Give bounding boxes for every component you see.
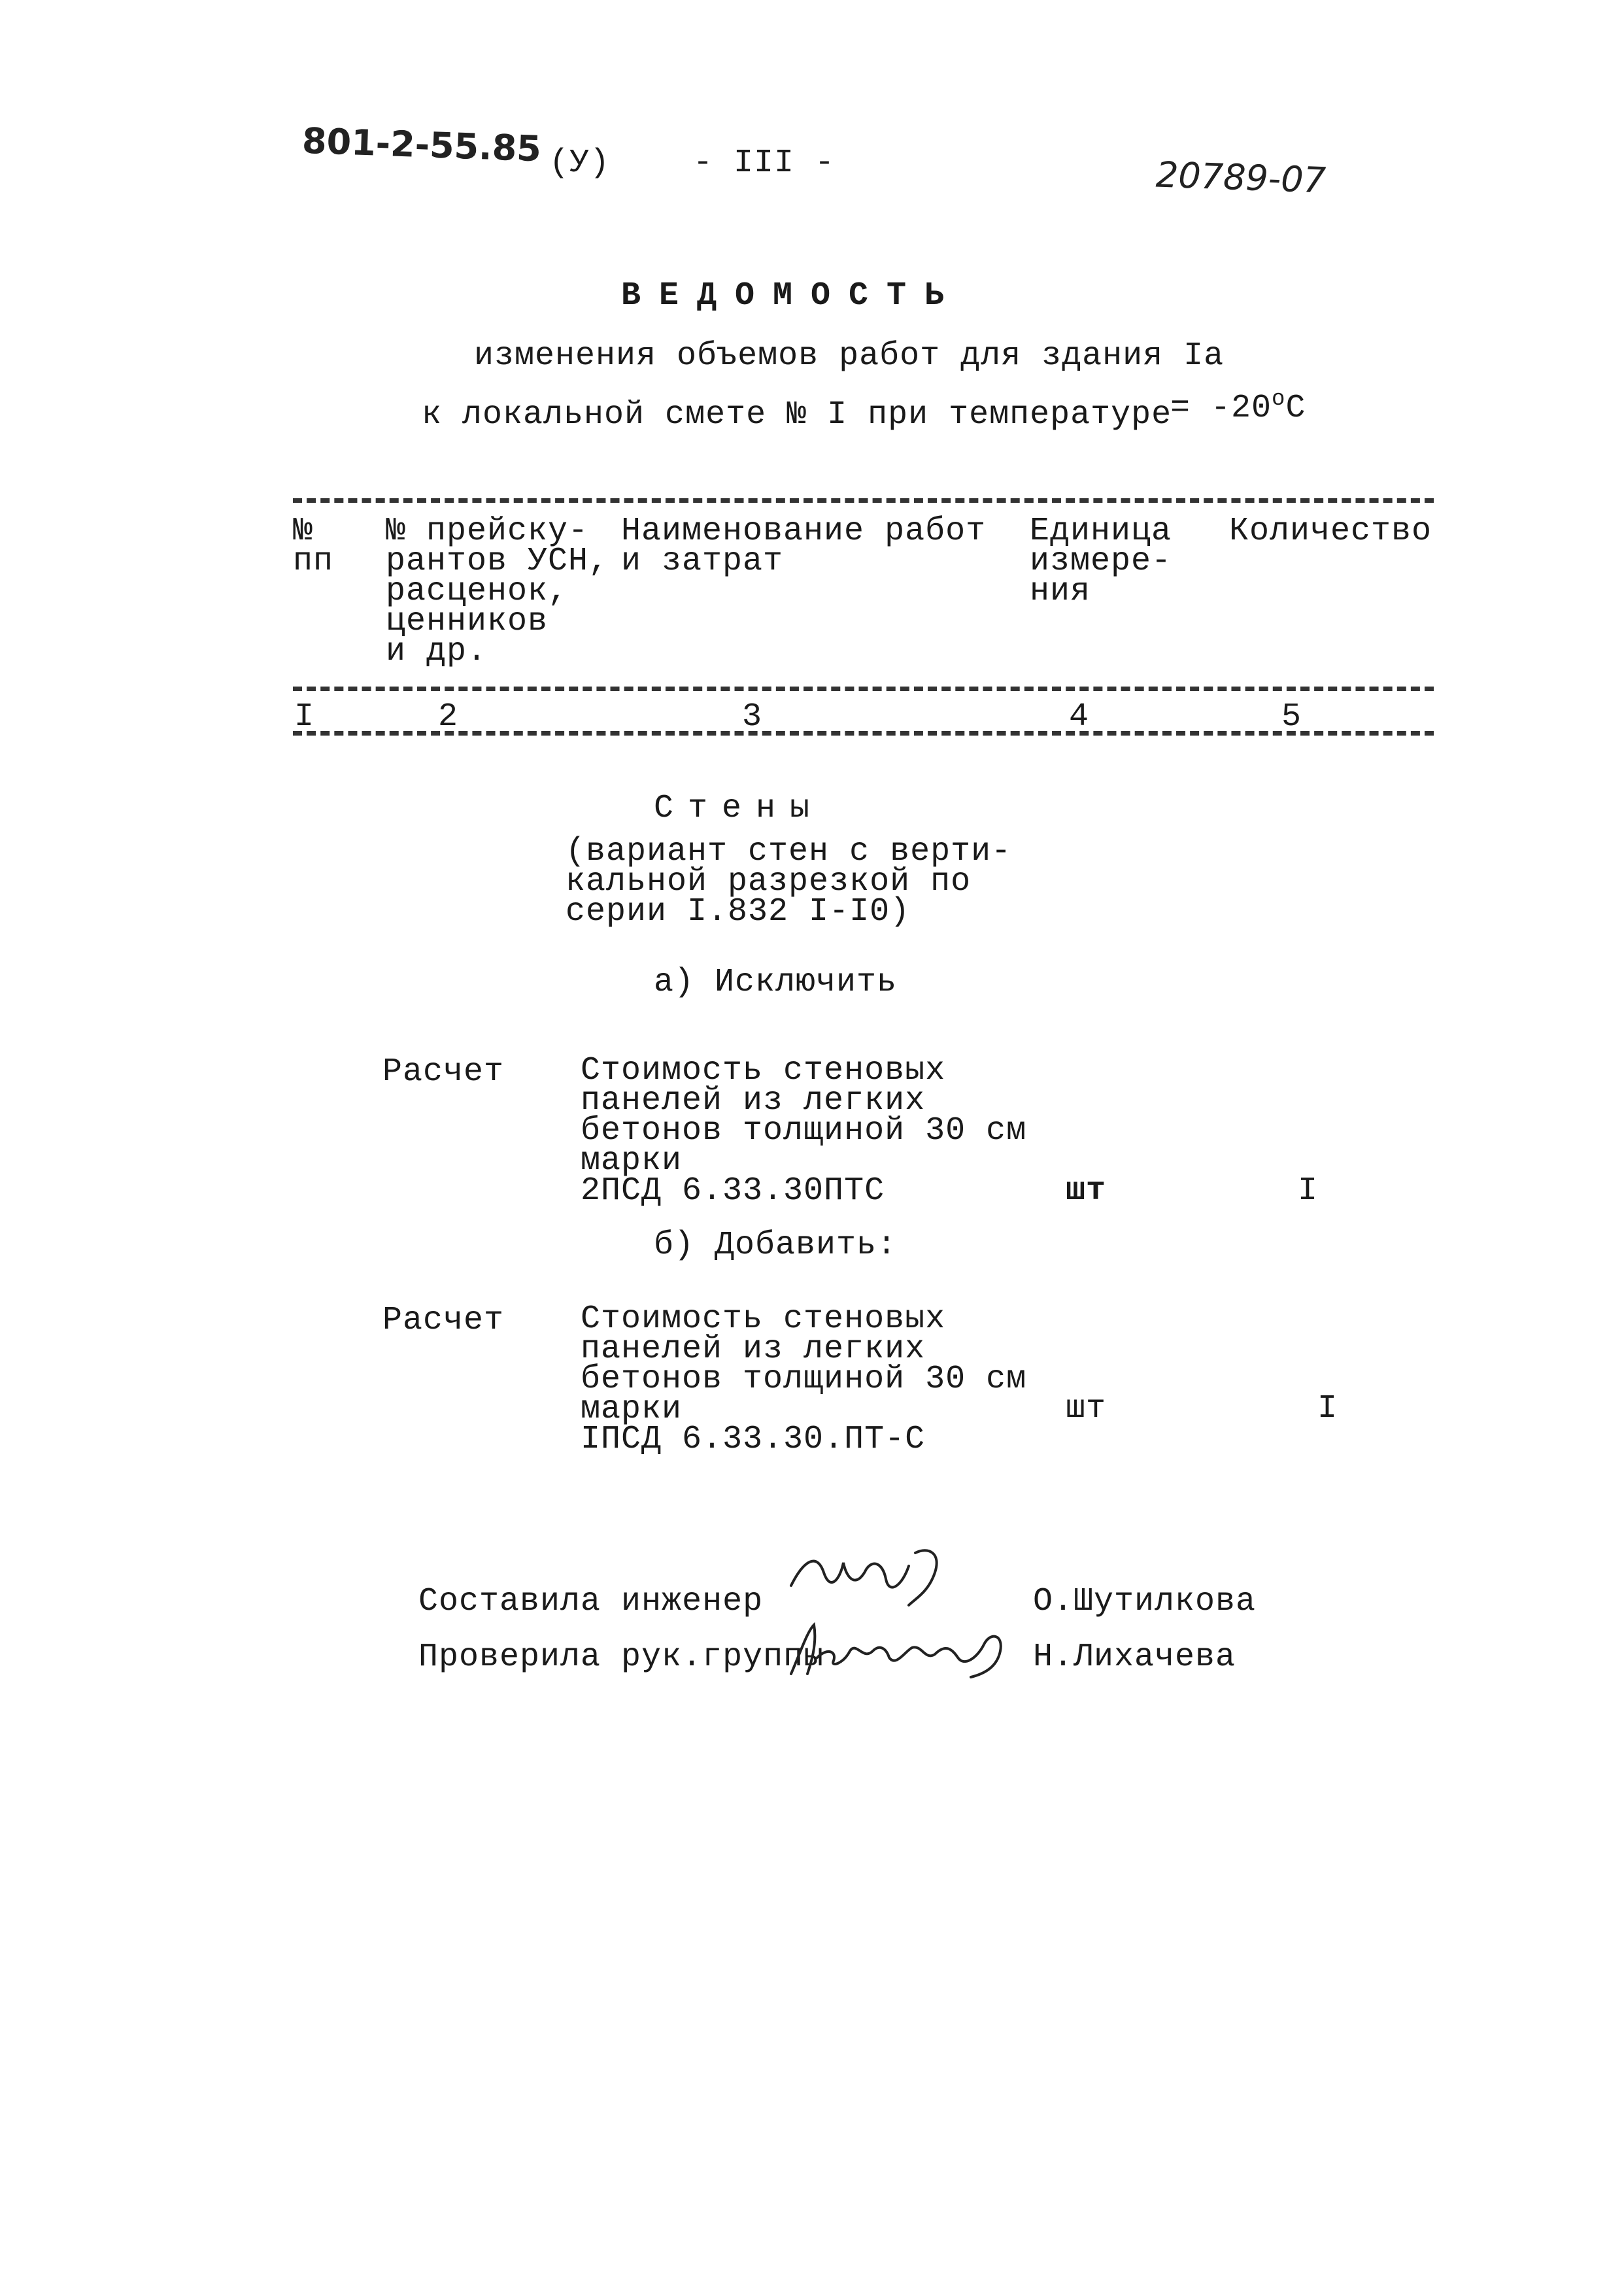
degree-sign: о <box>1272 387 1286 412</box>
title-line-1: изменения объемов работ для здания Iа <box>474 337 1225 375</box>
row-quantity: I <box>1298 1172 1319 1210</box>
group-label-exclude: а) Исключить <box>654 964 898 1001</box>
group-label-add: б) Добавить: <box>654 1227 898 1264</box>
column-number-4: 4 <box>1069 698 1090 736</box>
header-bottom-rule <box>293 687 1434 691</box>
signature-role: Составила инженер <box>418 1583 764 1620</box>
column-numbers-rule <box>293 731 1434 736</box>
header-col-3: Наименование работ и затрат <box>621 513 987 580</box>
row-unit: шт <box>1066 1172 1107 1210</box>
column-number-5: 5 <box>1281 698 1302 736</box>
signatory-name: Н.Лихачева <box>1033 1639 1236 1676</box>
column-number-3: 3 <box>742 698 763 736</box>
row-source: Расчет <box>382 1302 505 1339</box>
row-description: Стоимость стеновых панелей из легких бетонов толщиной 30 см марки IПСД 6.33.30.ПТ-С <box>581 1300 1027 1458</box>
doc-code: 801-2-55.85 <box>301 120 542 170</box>
column-number-1: I <box>294 698 315 736</box>
column-number-2: 2 <box>438 698 459 736</box>
handwritten-signature <box>778 1533 974 1612</box>
section-subtitle: (вариант стен с верти- кальной разрезкой по серии I.832 I-I0) <box>566 833 1012 930</box>
signature-role: Проверила рук.группы <box>418 1639 824 1676</box>
section-title: Стены <box>654 790 824 827</box>
page-number: - III - <box>693 144 836 182</box>
temperature <box>1170 387 1306 427</box>
temperature-value: = -20 <box>1170 390 1272 427</box>
row-unit: шт <box>1066 1390 1107 1427</box>
page-title: ВЕДОМОСТЬ <box>621 277 963 314</box>
row-quantity: I <box>1317 1390 1338 1427</box>
header-col-1: № пп <box>293 513 334 580</box>
header-col-4: Единица измере- ния <box>1030 513 1172 610</box>
doc-mark: (У) <box>549 144 611 182</box>
table-top-rule <box>293 498 1434 503</box>
title-line-2: к локальной смете № I при температуре <box>422 396 1172 434</box>
handwritten-signature <box>781 1612 1030 1684</box>
row-description: Стоимость стеновых панелей из легких бетонов толщиной 30 см марки 2ПСД 6.33.30ПТС <box>581 1052 1027 1210</box>
header-col-5: Количество <box>1229 513 1432 550</box>
archive-number: 20789-07 <box>1155 154 1327 201</box>
row-source: Расчет <box>382 1053 505 1091</box>
header-col-2: № прейску- рантов УСН, расценок, ценников и др. <box>386 513 609 670</box>
signatory-name: О.Шутилкова <box>1033 1583 1257 1620</box>
temperature-unit: С <box>1285 390 1306 427</box>
